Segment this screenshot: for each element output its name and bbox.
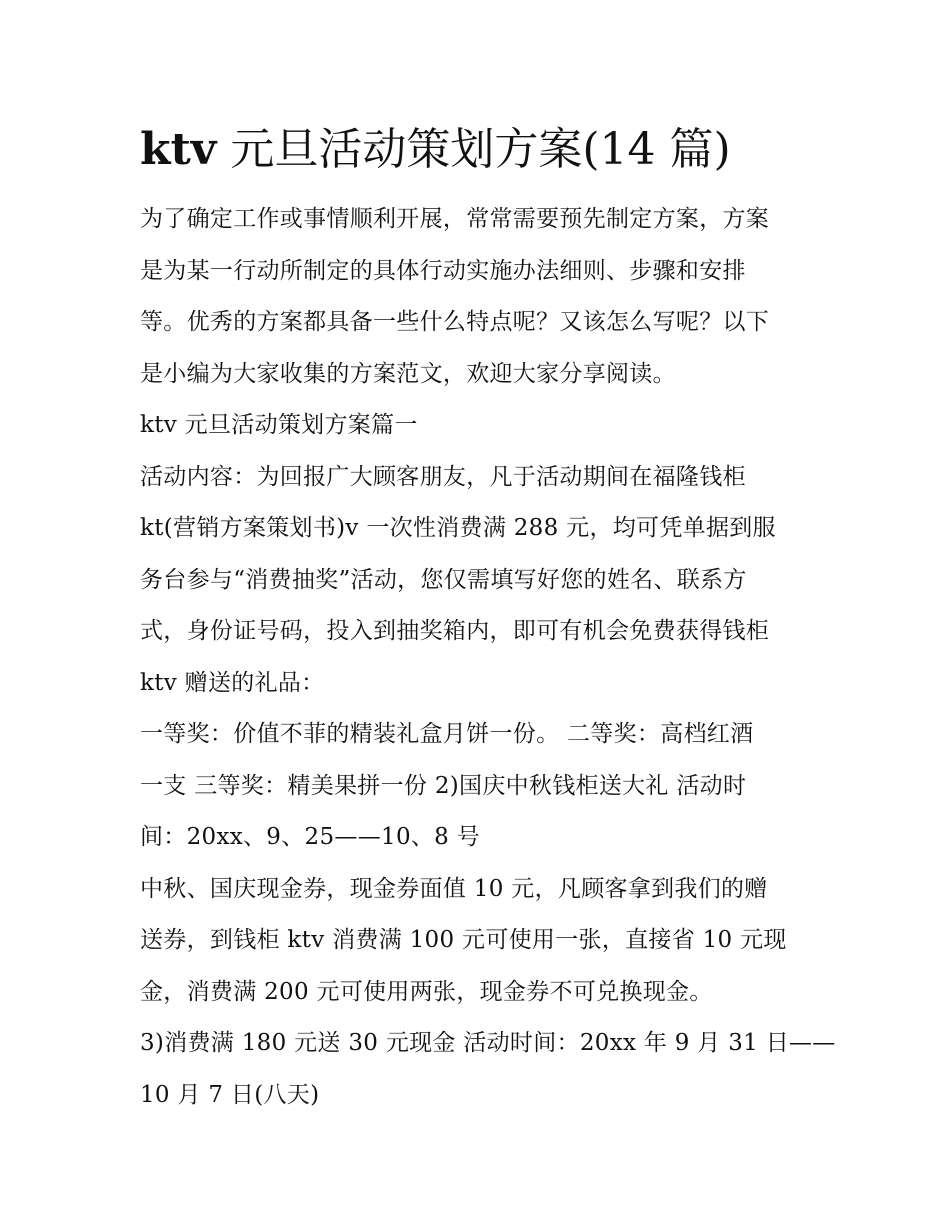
text-line: 务台参与“消费抽奖”活动，您仅需填写好您的姓名、联系方 [140,566,747,593]
text-line: 等。优秀的方案都具备一些什么特点呢？又该怎么写呢？以下 [140,309,770,335]
text-line: 是小编为大家收集的方案范文，欢迎大家分享阅读。 [140,360,676,387]
document-title-latin: ktv [140,124,217,175]
text-line: 一支 三等奖：精美果拼一份 2)国庆中秋钱柜送大礼 活动时 [140,772,747,799]
paragraph-cash-voucher [140,864,820,1019]
text-line: ktv 元旦活动策划方案篇一 [140,412,418,438]
text-line: ktv 赠送的礼品： [140,669,325,696]
paragraph-prizes [140,709,820,864]
document-body [140,120,836,1121]
document-title-text: 元旦活动策划方案(14 篇) [216,124,731,175]
text-line: 间：20xx、9、25——10、8 号 [140,824,481,850]
document-title [140,120,820,180]
text-line: 3)消费满 180 元送 30 元现金 活动时间：20xx 年 9 月 31 日—— [140,1030,836,1056]
text-line: 活动内容：为回报广大顾客朋友，凡于活动期间在福隆钱柜 [140,463,746,490]
text-line: 10 月 7 日(八天) [140,1081,320,1108]
paragraph-activity-content [140,452,820,710]
text-line: 送券，到钱柜 ktv 消费满 100 元可使用一张，直接省 10 元现 [140,927,787,953]
section-heading [140,400,820,452]
text-line: 中秋、国庆现金券，现金券面值 10 元，凡顾客拿到我们的赠 [140,875,768,902]
text-line: 一等奖：价值不菲的精装礼盒月饼一份。 二等奖：高档红酒 [140,721,754,747]
text-line: 金，消费满 200 元可使用两张，现金券不可兑换现金。 [140,978,713,1005]
text-line: 为了确定工作或事情顺利开展，常常需要预先制定方案，方案 [140,206,770,232]
text-line: kt(营销方案策划书)v 一次性消费满 288 元，均可凭单据到服 [140,515,776,541]
text-line: 式，身份证号码，投入到抽奖箱内，即可有机会免费获得钱柜 [140,618,770,644]
text-line: 是为某一行动所制定的具体行动实施办法细则、步骤和安排 [140,257,746,284]
paragraph-intro [140,194,820,400]
paragraph-spend-promo [140,1018,836,1121]
